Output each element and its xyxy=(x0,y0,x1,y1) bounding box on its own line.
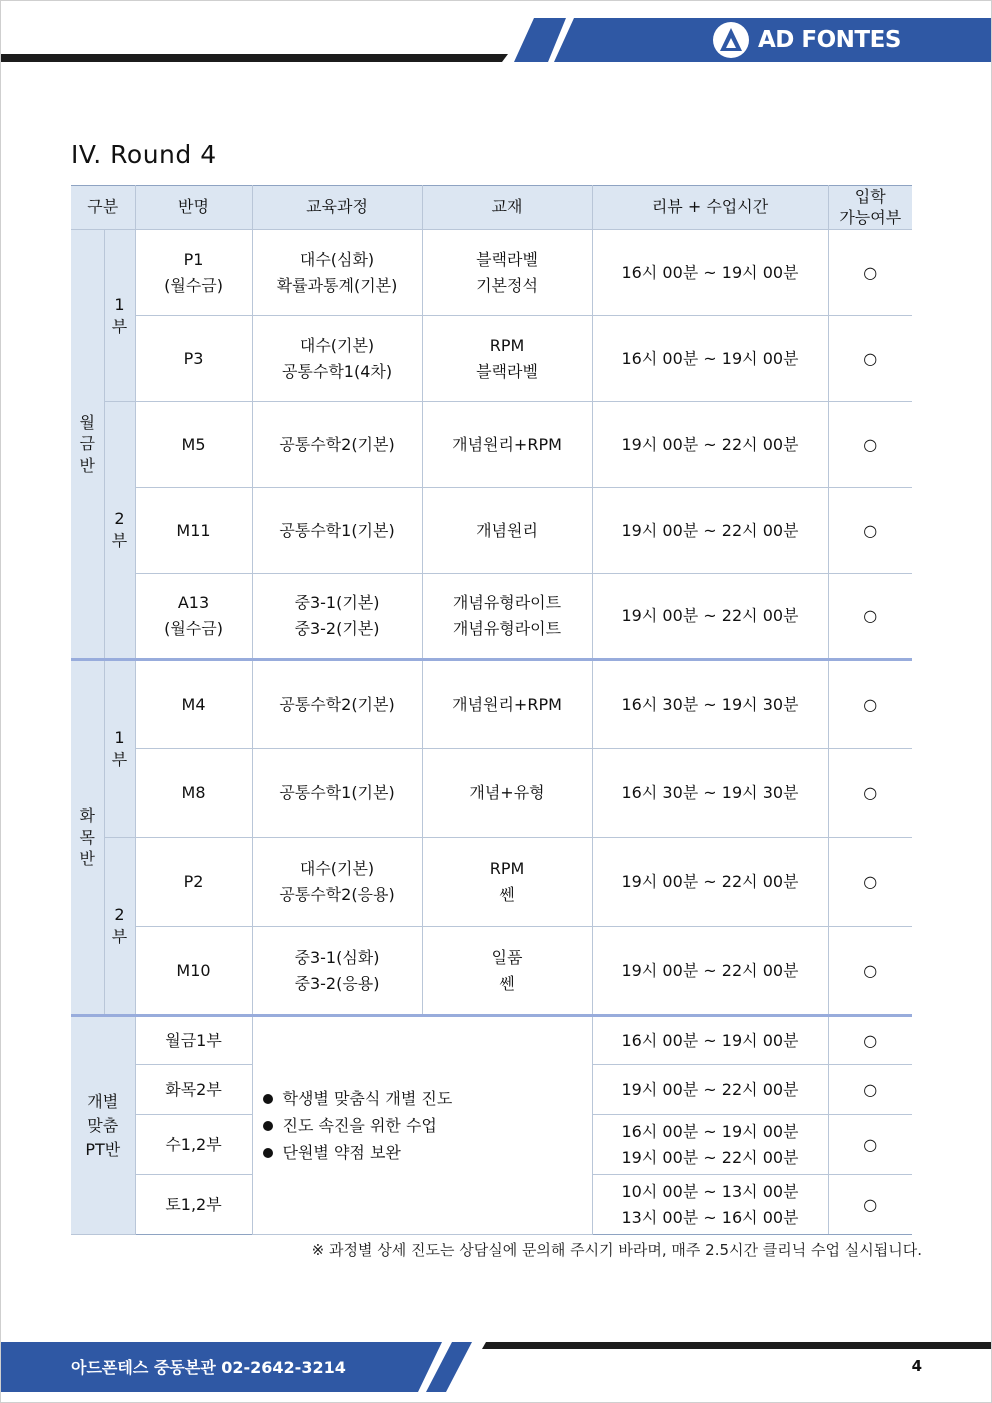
part-label: 2 부 xyxy=(104,838,135,1016)
class-name-cell: 월금1부 xyxy=(135,1016,252,1065)
textbook-cell: 블랙라벨 기본정석 xyxy=(422,230,592,316)
table-row xyxy=(71,402,912,488)
table-row xyxy=(71,488,912,574)
triangle-a-logo-icon xyxy=(712,21,750,59)
course-cell: 공통수학1(기본) xyxy=(252,488,422,574)
class-name-cell: M5 xyxy=(135,402,252,488)
availability-cell: ○ xyxy=(828,1065,912,1115)
header-dark-bar xyxy=(0,54,508,62)
table-row xyxy=(71,1016,912,1065)
class-name-cell: 토1,2부 xyxy=(135,1175,252,1235)
brand-logo xyxy=(712,22,901,58)
availability-cell: ○ xyxy=(828,402,912,488)
class-name-cell: M8 xyxy=(135,749,252,838)
availability-cell: ○ xyxy=(828,838,912,927)
time-cell: 19시 00분 ~ 22시 00분 xyxy=(592,927,828,1016)
course-cell: 공통수학1(기본) xyxy=(252,749,422,838)
availability-cell: ○ xyxy=(828,488,912,574)
table-header-row xyxy=(71,186,912,230)
list-item: 진도 속진을 위한 수업 xyxy=(263,1112,592,1139)
group-label-hwamok: 화 목 반 xyxy=(71,660,104,1016)
availability-cell: ○ xyxy=(828,1016,912,1065)
course-cell: 공통수학2(기본) xyxy=(252,402,422,488)
course-cell: 대수(기본) 공통수학2(응용) xyxy=(252,838,422,927)
textbook-cell: 일품 쎈 xyxy=(422,927,592,1016)
class-name-cell: M10 xyxy=(135,927,252,1016)
time-cell: 19시 00분 ~ 22시 00분 xyxy=(592,402,828,488)
course-cell: 대수(기본) 공통수학1(4차) xyxy=(252,316,422,402)
textbook-cell: 개념원리+RPM xyxy=(422,402,592,488)
time-cell: 19시 00분 ~ 22시 00분 xyxy=(592,1065,828,1115)
list-item: 단원별 약점 보완 xyxy=(263,1139,592,1166)
schedule-table xyxy=(71,185,912,1235)
time-cell: 19시 00분 ~ 22시 00분 xyxy=(592,574,828,660)
group-label-pt: 개별 맞춤 PT반 xyxy=(71,1016,135,1235)
class-name-cell: P1 (월수금) xyxy=(135,230,252,316)
course-cell: 공통수학2(기본) xyxy=(252,660,422,749)
availability-cell: ○ xyxy=(828,660,912,749)
table-row xyxy=(71,838,912,927)
class-name-cell: A13 (월수금) xyxy=(135,574,252,660)
pt-description xyxy=(252,1016,592,1235)
footer-contact: 아드폰테스 중동본관 02-2642-3214 xyxy=(71,1358,346,1377)
time-cell: 10시 00분 ~ 13시 00분 13시 00분 ~ 16시 00분 xyxy=(592,1175,828,1235)
availability-cell: ○ xyxy=(828,927,912,1016)
time-cell: 19시 00분 ~ 22시 00분 xyxy=(592,838,828,927)
section-title: IV. Round 4 xyxy=(71,140,217,169)
footnote: ※ 과정별 상세 진도는 상담실에 문의해 주시기 바라며, 매주 2.5시간 클리닉 수업 실시됩니다. xyxy=(311,1241,922,1259)
time-cell: 16시 00분 ~ 19시 00분 xyxy=(592,230,828,316)
table-row xyxy=(71,660,912,749)
group-label-wolgeum: 월 금 반 xyxy=(71,230,104,660)
class-name-cell: P3 xyxy=(135,316,252,402)
footer-dark-bar xyxy=(482,1342,992,1349)
part-label: 2 부 xyxy=(104,402,135,660)
textbook-cell: RPM 블랙라벨 xyxy=(422,316,592,402)
class-name-cell: P2 xyxy=(135,838,252,927)
availability-cell: ○ xyxy=(828,574,912,660)
time-cell: 19시 00분 ~ 22시 00분 xyxy=(592,488,828,574)
header-course: 교육과정 xyxy=(252,186,422,230)
time-cell: 16시 00분 ~ 19시 00분 xyxy=(592,316,828,402)
part-label: 1 부 xyxy=(104,660,135,838)
header-time: 리뷰 + 수업시간 xyxy=(592,186,828,230)
time-cell: 16시 00분 ~ 19시 00분 19시 00분 ~ 22시 00분 xyxy=(592,1115,828,1175)
header-textbook: 교재 xyxy=(422,186,592,230)
availability-cell: ○ xyxy=(828,1175,912,1235)
list-item: 학생별 맞춤식 개별 진도 xyxy=(263,1085,592,1112)
course-cell: 중3-1(기본) 중3-2(기본) xyxy=(252,574,422,660)
time-cell: 16시 00분 ~ 19시 00분 xyxy=(592,1016,828,1065)
table-row xyxy=(71,749,912,838)
bullet-icon xyxy=(263,1148,273,1158)
class-name-cell: M4 xyxy=(135,660,252,749)
part-label: 1 부 xyxy=(104,230,135,402)
table-row xyxy=(71,316,912,402)
bullet-icon xyxy=(263,1094,273,1104)
textbook-cell: 개념원리+RPM xyxy=(422,660,592,749)
class-name-cell: 화목2부 xyxy=(135,1065,252,1115)
textbook-cell: 개념+유형 xyxy=(422,749,592,838)
course-cell: 대수(심화) 확률과통계(기본) xyxy=(252,230,422,316)
table-row xyxy=(71,574,912,660)
textbook-cell: 개념유형라이트 개념유형라이트 xyxy=(422,574,592,660)
availability-cell: ○ xyxy=(828,1115,912,1175)
header-availability: 입학 가능여부 xyxy=(828,186,912,230)
brand-name: AD FONTES xyxy=(758,27,901,53)
pt-description-list xyxy=(263,1085,592,1166)
header-category: 구분 xyxy=(71,186,135,230)
time-cell: 16시 30분 ~ 19시 30분 xyxy=(592,660,828,749)
textbook-cell: RPM 쎈 xyxy=(422,838,592,927)
header-class-name: 반명 xyxy=(135,186,252,230)
page-number: 4 xyxy=(911,1357,922,1375)
time-cell: 16시 30분 ~ 19시 30분 xyxy=(592,749,828,838)
availability-cell: ○ xyxy=(828,316,912,402)
table-row xyxy=(71,927,912,1016)
table-row xyxy=(71,230,912,316)
textbook-cell: 개념원리 xyxy=(422,488,592,574)
availability-cell: ○ xyxy=(828,230,912,316)
class-name-cell: M11 xyxy=(135,488,252,574)
course-cell: 중3-1(심화) 중3-2(응용) xyxy=(252,927,422,1016)
availability-cell: ○ xyxy=(828,749,912,838)
bullet-icon xyxy=(263,1121,273,1131)
class-name-cell: 수1,2부 xyxy=(135,1115,252,1175)
